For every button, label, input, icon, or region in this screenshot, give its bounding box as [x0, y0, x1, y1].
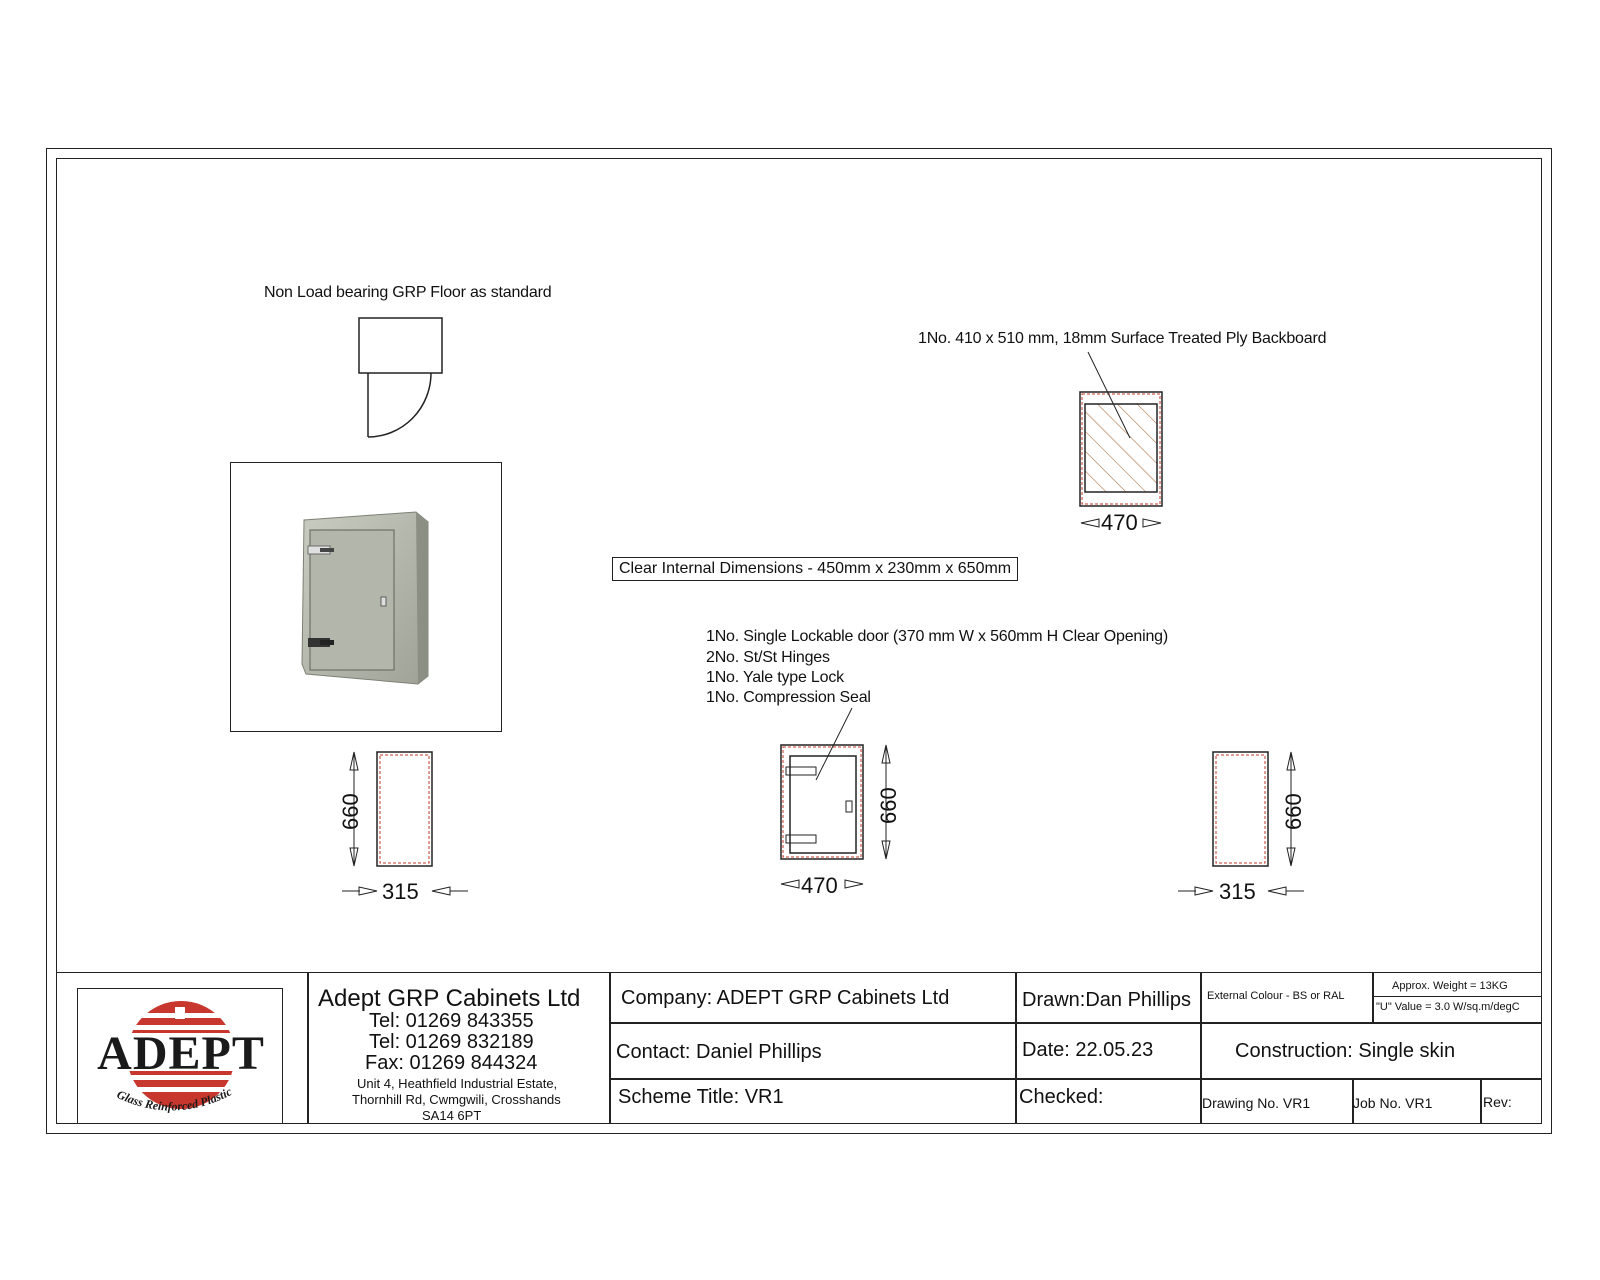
- backboard-note: 1No. 410 x 510 mm, 18mm Surface Treated Ply Backboard: [918, 330, 1327, 347]
- tb-external-colour: External Colour - BS or RAL: [1207, 990, 1345, 1002]
- company-address-1: Unit 4, Heathfield Industrial Estate,: [357, 1076, 558, 1091]
- company-name: Adept GRP Cabinets Ltd: [318, 985, 581, 1012]
- left-height-dim: 660: [338, 793, 363, 830]
- floor-plan-symbol: [359, 318, 442, 437]
- tb-divider: [307, 972, 309, 1124]
- tb-weight: Approx. Weight = 13KG: [1392, 980, 1508, 992]
- tb-divider: [1372, 996, 1542, 997]
- door-spec-line-1: 1No. Single Lockable door (370 mm W x 560mm H Clear Opening): [706, 628, 1168, 645]
- tb-divider: [1372, 972, 1374, 1022]
- tb-checked: Checked:: [1019, 1086, 1104, 1108]
- company-tel-2: Tel: 01269 832189: [369, 1031, 534, 1053]
- top-view: [1080, 352, 1162, 506]
- company-address-2: Thornhill Rd, Cwmgwili, Crosshands: [352, 1092, 561, 1107]
- tb-u-value: "U" Value = 3.0 W/sq.m/degC: [1376, 1001, 1520, 1013]
- tb-rev: Rev:: [1483, 1094, 1512, 1110]
- tb-contact: Contact: Daniel Phillips: [616, 1041, 822, 1063]
- company-address-3: SA14 6PT: [422, 1108, 482, 1123]
- top-width-dim: 470: [1101, 510, 1138, 535]
- front-width-dim: 470: [801, 873, 838, 898]
- tb-divider: [1480, 1078, 1482, 1124]
- floor-note: Non Load bearing GRP Floor as standard: [264, 284, 552, 301]
- right-height-dim: 660: [1281, 793, 1306, 830]
- left-depth-dim: 315: [382, 879, 419, 904]
- logo-mark: [78, 989, 283, 1124]
- logo-tagline: Glass Reinforced Plastic: [114, 1084, 234, 1114]
- tb-date: Date: 22.05.23: [1022, 1039, 1154, 1061]
- tb-drawing-no: Drawing No. VR1: [1202, 1095, 1311, 1111]
- clear-internal-dimensions: Clear Internal Dimensions - 450mm x 230mm x 650mm: [612, 557, 1018, 581]
- door-spec-line-4: 1No. Compression Seal: [706, 689, 871, 706]
- right-depth-dim: 315: [1219, 879, 1256, 904]
- tb-divider: [609, 1078, 1542, 1080]
- company-tel-1: Tel: 01269 843355: [369, 1010, 534, 1032]
- door-spec-line-3: 1No. Yale type Lock: [706, 669, 844, 686]
- front-view: [781, 708, 890, 888]
- tb-divider: [609, 972, 611, 1124]
- logo-wordmark: ADEPT: [97, 1027, 265, 1080]
- tb-scheme-title: Scheme Title: VR1: [618, 1086, 784, 1108]
- front-height-dim: 660: [876, 787, 901, 824]
- tb-divider: [609, 1022, 1542, 1024]
- door-spec-line-2: 2No. St/St Hinges: [706, 649, 830, 666]
- cabinet-illustration: [302, 512, 428, 684]
- tb-drawn: Drawn:Dan Phillips: [1022, 989, 1191, 1011]
- company-fax: Fax: 01269 844324: [365, 1052, 538, 1074]
- adept-logo: [77, 988, 283, 1124]
- tb-job-no: Job No. VR1: [1353, 1095, 1433, 1111]
- tb-divider: [1015, 972, 1017, 1124]
- tb-construction: Construction: Single skin: [1235, 1040, 1456, 1062]
- tb-company: Company: ADEPT GRP Cabinets Ltd: [621, 987, 950, 1009]
